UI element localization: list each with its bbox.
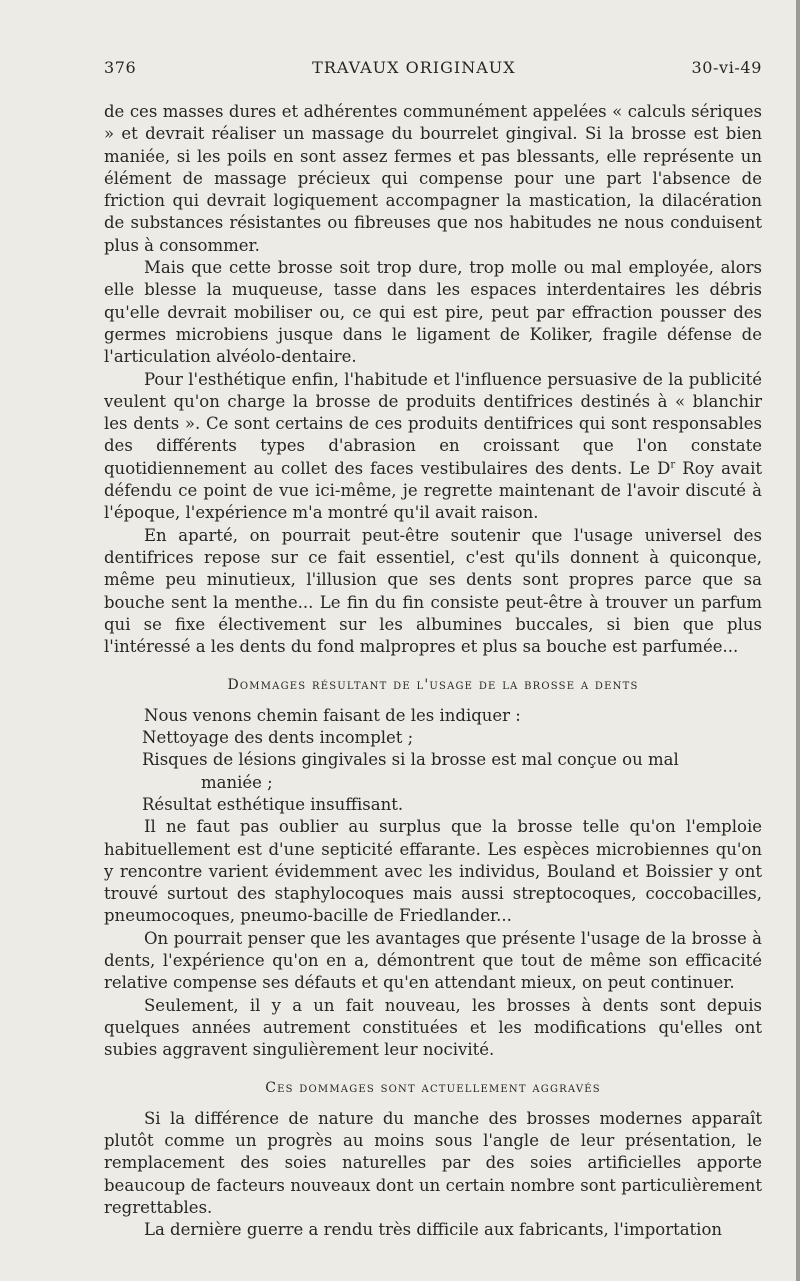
- page-edge: [796, 0, 800, 1281]
- paragraph-text: Pour l'esthétique enfin, l'habitude et l'influence persuasive de la publicité veulent qu'on charge la brosse de produits dentifrices destinés à « blanchir les dents ». Ce sont certains de ces produits dentifrices qui sont responsables des différents types d'abrasion en croissant que l'on constate quotidiennement au collet des faces vestibulaires des dents. Le D: [104, 369, 762, 478]
- paragraph: Mais que cette brosse soit trop dure, trop molle ou mal employée, alors elle blesse la muqueuse, tasse dans les espaces interdentaires les débris qu'elle devrait mobiliser ou, ce qui est pire, peut par effraction pousser des germes microbiens jusque dans le ligament de Koliker, fragile défense de l'articulation alvéolo-dentaire.: [104, 258, 762, 367]
- list-intro: Nous venons chemin faisant de les indiquer :: [144, 705, 521, 725]
- paragraph: Il ne faut pas oublier au surplus que la brosse telle qu'on l'emploie habituellement est d'une septicité effarante. Les espèces microbiennes qu'on y rencontre varient évidemment avec les individus, Bouland et Boissier y ont trouvé surtout des staphylocoques mais aussi streptocoques, coccobacilles, pneumocoques, pneumo-bacille de Friedlander...: [104, 817, 762, 926]
- article-body: [104, 101, 762, 1242]
- section-heading: Dommages résultant de l'usage de la brosse a dents: [227, 677, 639, 694]
- list-item-continuation: maniée ;: [201, 772, 273, 792]
- paragraph-text: Roy avait défendu ce point de vue ici-même, je regrette maintenant de l'avoir discuté à l'époque, l'expérience m'a montré qu'il avait raison.: [104, 458, 762, 523]
- page-number: 376: [104, 58, 137, 77]
- list-item: Nettoyage des dents incomplet ;: [142, 728, 414, 748]
- paragraph: En aparté, on pourrait peut-être soutenir que l'usage universel des dentifrices repose sur ce fait essentiel, c'est qu'ils donnent à quiconque, même peu minutieux, l'illusion que ses dents sont propres parce que sa bouche sent la menthe... Le fin du fin consiste peut-être à trouver un parfum qui se fixe électivement sur les albumines buccales, si bien que plus l'intéressé a les dents du fond malpropres et plus sa bouche est parfumée...: [104, 525, 762, 657]
- paragraph: Si la différence de nature du manche des brosses modernes apparaît plutôt comme un progrès au moins sous l'angle de leur présentation, le remplacement des soies naturelles par des soies artificielles apporte beaucoup de facteurs nouveaux dont un certain nombre sont particulièrement regrettables.: [104, 1108, 762, 1217]
- paragraph: de ces masses dures et adhérentes communément appelées « calculs sériques » et devrait réaliser un massage du bourrelet gingival. Si la brosse est bien maniée, si les poils en sont assez fermes et pas blessants, elle représente un élément de massage précieux qui compense pour une part l'absence de friction qui devrait logiquement accompagner la mastication, la dilacération de substances résistantes ou fibreuses que nos habitudes ne nous conduisent plus à consommer.: [104, 102, 762, 255]
- list-item: Risques de lésions gingivales si la brosse est mal conçue ou mal: [142, 750, 679, 770]
- superscript: r: [670, 459, 676, 471]
- damage-list: [104, 727, 762, 816]
- issue-date: 30-vi-49: [691, 58, 762, 77]
- running-title: TRAVAUX ORIGINAUX: [312, 58, 516, 77]
- section-heading: Ces dommages sont actuellement aggravés: [265, 1080, 601, 1097]
- running-header: [104, 58, 762, 77]
- list-item: Résultat esthétique insuffisant.: [142, 794, 404, 814]
- paragraph: Seulement, il y a un fait nouveau, les brosses à dents sont depuis quelques années autrement constituées et les modifications qu'elles ont subies aggravent singulièrement leur nocivité.: [104, 995, 762, 1060]
- paragraph-roy: [104, 369, 762, 525]
- paragraph: On pourrait penser que les avantages que présente l'usage de la brosse à dents, l'expérience qu'on en a, démontrent que tout de même son efficacité relative compense ses défauts et qu'en attendant mieux, on peut continuer.: [104, 928, 762, 993]
- paragraph: La dernière guerre a rendu très difficile aux fabricants, l'importation: [144, 1220, 723, 1240]
